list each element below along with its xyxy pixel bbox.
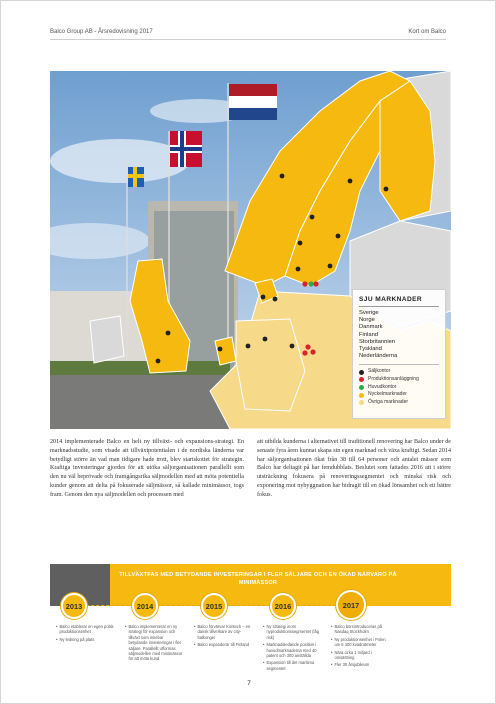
timeline-bullet: • Marknadsledande position i huvudmarknaderna med 40 patent och 300 anställda [263, 642, 317, 659]
light-orange-dot-icon [359, 400, 364, 405]
header-section-title: Kort om Balco [408, 29, 446, 35]
timeline-bullet: • Ny produktionsenhet i Polen om 5 400 kvadratmeter [331, 636, 386, 648]
timeline-bullet: • Expansion till det maritima segmentet [263, 660, 315, 671]
timeline-bullet: • Balco börsintroduceras på Nasdaq Stockholm [331, 624, 382, 635]
legend-item-label: Produktionsanläggning [368, 376, 419, 383]
legend-title: SJU MARKNADER [359, 296, 439, 307]
legend-item-sales-office [359, 368, 439, 376]
timeline-bullet: • Fler 30 årsjubileum [331, 662, 370, 668]
header-divider [50, 39, 446, 40]
legend-market: Nederländerna [359, 353, 398, 360]
legend-item-key-markets [359, 391, 439, 399]
legend-item-label: Nyckelmarknader [368, 391, 407, 398]
red-dot-icon [359, 377, 364, 382]
map-legend [352, 289, 446, 419]
body-text-column-1: 2014 implementerade Balco en helt ny tillväxt- och expansions-strategi. En marknadsstudie, som visade att tillväxtpotentialen i de nordiska länderna var betydligt större än vad man tidigare hade trott, blev startskottet för strategin. Kraftiga investeringar gjordes för att utöka säljorganisationen parallellt som den nu väl beprövade och framgångsrika säljmodellen med att möta potentiella kunder genom att delta på fokuserade säljmässor, så kallade minimässor, togs fram. Genom den nya säljmodellen och processen med [50, 439, 244, 498]
timeline-year-2017: 2017 [336, 590, 366, 620]
timeline-bullets-2015 [194, 624, 252, 650]
body-text-column-2: att utbilda kunderna i alternativet till traditionell renovering har Balco under de senaste fyra åren kunnat skapa sin egen marknad och växa kraftigt. Sedan 2014 har säljorganisationen ökat från 38 till 64 personer och antalet mässor som Balco har deltagit på har femdubblats. Beslutet som fattades 2016 att i större utsträckning fokusera på renoveringssegmentet och minska risk och exponering mot nybyggnation har bidragit till en ökad lönsamhet och ett bättre fokus. [257, 439, 451, 498]
black-dot-icon [359, 370, 364, 375]
page-number: 7 [247, 680, 251, 687]
timeline-bullets-2014 [125, 624, 183, 664]
timeline-bullet: • Balco förvärvar Kontech – en dansk tillverkare av city-balkonger [194, 624, 251, 640]
legend-market: Tyskland [359, 346, 382, 353]
timeline-bullet: • Balco expanderar till Finland [194, 642, 250, 648]
legend-market: Norge [359, 317, 375, 324]
timeline-bullet: • Balco etablerar en egen polsk produktionsenhet [56, 624, 114, 635]
orange-dot-icon [359, 393, 364, 398]
legend-item-label: Huvudkontor [368, 383, 397, 390]
timeline-year-2013: 2013 [61, 593, 87, 619]
timeline-title: TILLVÄXTFAS MED BETYDANDE INVESTERINGAR I FLER SÄLJARE OCH EN ÖKAD NÄRVARO PÅ MINIMÄSSOR [119, 572, 397, 586]
timeline-bullet: • Ny ledning på plats [56, 636, 95, 642]
timeline-bullets-2013 [56, 624, 114, 644]
timeline-bullets-2016 [263, 624, 321, 673]
legend-divider [359, 364, 439, 365]
timeline-bullet: • Nära cirka 1 miljard i omsättning [331, 649, 372, 661]
timeline-year-2015: 2015 [201, 593, 227, 619]
green-dot-icon [359, 385, 364, 390]
timeline-bullets-2017 [331, 624, 389, 670]
legend-item-label: Säljkontor [368, 368, 391, 375]
legend-item-production [359, 376, 439, 384]
timeline-bullet: • Ny strategi inom nyproduktionssegmentet (låg risk) [263, 624, 320, 640]
legend-item-other-markets [359, 399, 439, 407]
legend-market: Danmark [359, 324, 383, 331]
timeline-year-2014: 2014 [132, 593, 158, 619]
timeline-year-2016: 2016 [270, 593, 296, 619]
legend-item-label: Övriga marknader [368, 398, 409, 405]
legend-item-headquarters [359, 384, 439, 392]
legend-market: Storbritannien [359, 338, 396, 345]
timeline-bullet: • Balco implementerar en ny strategi för expansion och tillväxt som innebar betydande investeringar i fler säljare. Parallellt utformas säljmodellen med minimässor för att möta kund [125, 624, 183, 662]
legend-market: Finland [359, 331, 379, 338]
legend-market: Sverige [359, 310, 379, 316]
header-report-title: Balco Group AB - Årsredovisning 2017 [50, 29, 153, 35]
